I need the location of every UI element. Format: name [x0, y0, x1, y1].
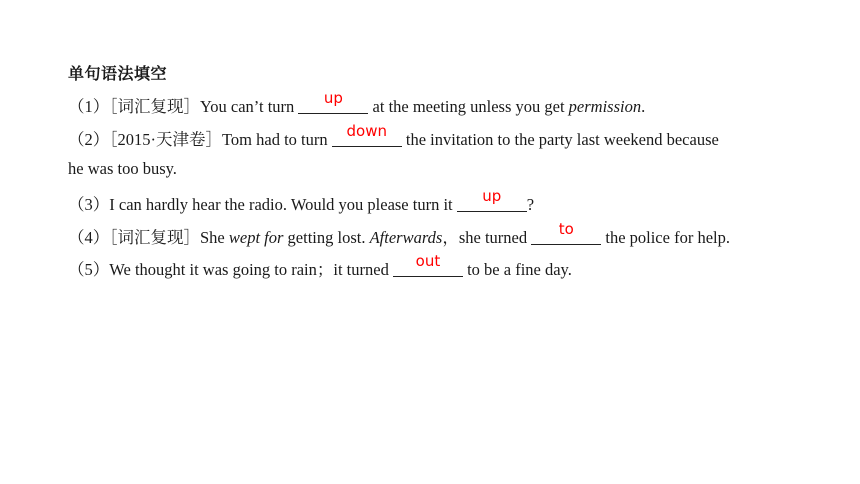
question-5 — [68, 252, 572, 280]
question-text: the police for help. — [601, 228, 730, 247]
question-text: We thought it was going to rain；it turned — [109, 260, 393, 279]
italic-phrase: wept for — [228, 228, 284, 247]
question-text: You can’t turn — [200, 97, 299, 116]
question-number: （4） — [68, 228, 110, 247]
answer-blank — [393, 252, 463, 277]
answer-text: down — [346, 122, 387, 140]
question-tag: ［词汇复现］ — [109, 97, 200, 116]
question-3 — [68, 187, 535, 215]
italic-word: permission — [568, 97, 642, 116]
answer-blank — [457, 187, 527, 212]
question-number: （1） — [68, 97, 110, 116]
section-title: 单句语法填空 — [68, 64, 168, 83]
answer-blank — [332, 122, 402, 147]
italic-word: Afterwards — [369, 228, 443, 247]
question-text: at the meeting unless you get — [368, 97, 569, 116]
question-text: getting lost. — [283, 228, 370, 247]
question-number: （5） — [68, 260, 110, 279]
answer-text: out — [415, 252, 441, 270]
question-text: I can hardly hear the radio. Would you please turn it — [109, 195, 457, 214]
question-text: ，she turned — [442, 228, 532, 247]
question-text: . — [641, 97, 646, 116]
question-4 — [68, 220, 730, 248]
answer-blank — [298, 89, 368, 114]
question-number: （2） — [68, 130, 110, 149]
question-tag: ［词汇复现］ — [109, 228, 200, 247]
question-tag: ［2015·天津卷］ — [109, 130, 222, 149]
question-1 — [68, 89, 646, 117]
question-text: Tom had to turn — [222, 130, 332, 149]
question-number: （3） — [68, 195, 110, 214]
question-2-continuation: he was too busy. — [68, 159, 177, 178]
question-text: to be a fine day. — [462, 260, 572, 279]
question-2 — [68, 122, 719, 150]
answer-text: to — [558, 220, 574, 238]
question-text: ? — [526, 195, 535, 214]
answer-text: up — [482, 187, 502, 205]
question-text: She — [200, 228, 229, 247]
question-text: the invitation to the party last weekend because — [401, 130, 719, 149]
answer-text: up — [323, 89, 343, 107]
answer-blank — [531, 220, 601, 245]
